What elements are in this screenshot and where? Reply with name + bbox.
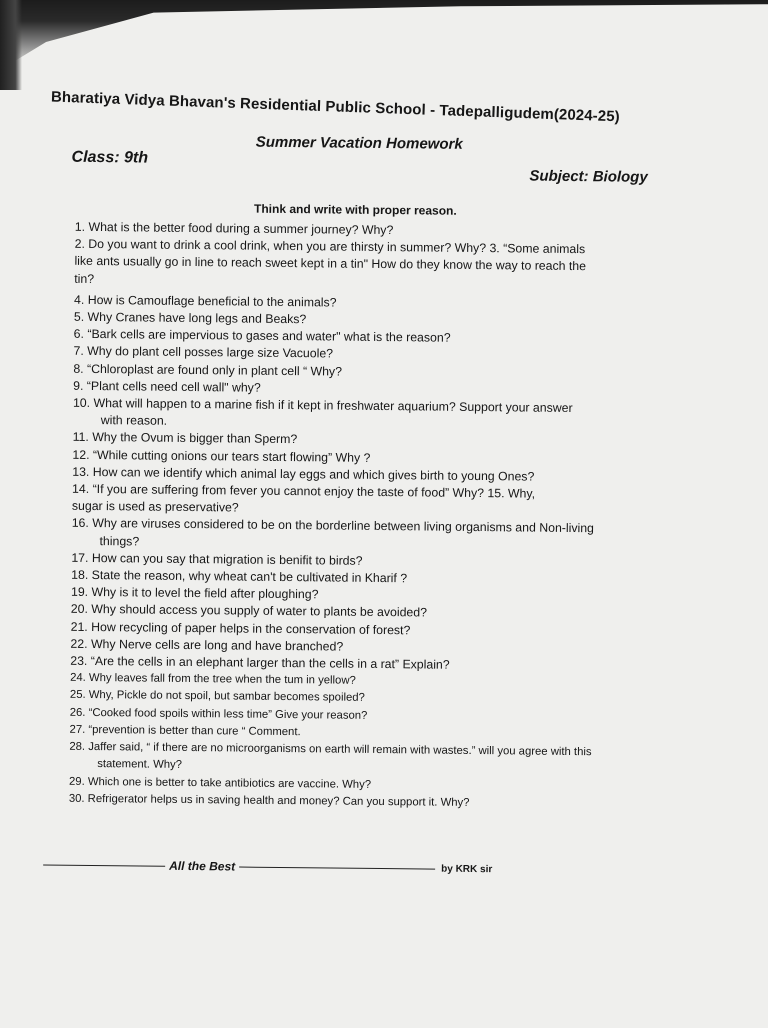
question-line: 27. “prevention is better than cure “ Comment. xyxy=(69,723,301,739)
question-line: 8. “Chloroplast are found only in plant cell “ Why? xyxy=(73,361,343,379)
question-line: tin? xyxy=(74,271,95,286)
question-line: 11. Why the Ovum is bigger than Sperm? xyxy=(72,430,298,447)
homework-title: Summer Vacation Homework xyxy=(255,133,463,153)
question-line: 21. How recycling of paper helps in the conservation of forest? xyxy=(70,619,411,637)
instruction: Think and write with proper reason. xyxy=(253,201,457,218)
question-line: 29. Which one is better to take antibiotics are vaccine. Why? xyxy=(68,775,372,791)
question-line: sugar is used as preservative? xyxy=(71,499,239,515)
question-line: 6. “Bark cells are impervious to gases and water" what is the reason? xyxy=(73,327,451,345)
question-line: 24. Why leaves fall from the tree when the tum in yellow? xyxy=(70,672,356,688)
question-line: 28. Jaffer said, “ if there are no microorganisms on earth will remain with wastes.” will you agree with this xyxy=(69,740,592,759)
question-line: statement. Why? xyxy=(97,758,183,772)
class-label: Class: 9th xyxy=(71,148,149,167)
author-signoff: by KRK sir xyxy=(441,863,493,875)
question-line: 22. Why Nerve cells are long and have branched? xyxy=(70,636,344,654)
question-line: 14. “If you are suffering from fever you cannot enjoy the taste of food” Why? 15. Why, xyxy=(72,481,536,501)
subject-label: Subject: Biology xyxy=(529,167,648,186)
question-line: 17. How can you say that migration is benifit to birds? xyxy=(71,550,363,568)
question-line: 13. How can we identify which animal lay eggs and which gives birth to young Ones? xyxy=(72,464,535,484)
question-line: 18. State the reason, why wheat can't be cultivated in Kharif ? xyxy=(71,567,408,586)
question-line: 12. “While cutting onions our tears start flowing” Why ? xyxy=(72,447,371,465)
question-line: 4. How is Camouflage beneficial to the animals? xyxy=(74,292,337,310)
question-line: 5. Why Cranes have long legs and Beaks? xyxy=(73,309,307,327)
question-line: 25. Why, Pickle do not spoil, but sambar becomes spoiled? xyxy=(69,689,365,705)
question-line: 1. What is the better food during a summer journey? Why? xyxy=(74,219,394,238)
question-list xyxy=(69,219,675,814)
school-title: Bharatiya Vidya Bhavan's Residential Public School - Tadepalligudem(2024-25) xyxy=(50,88,621,126)
question-line: 30. Refrigerator helps us in saving health and money? Can you support it. Why? xyxy=(68,792,470,809)
all-the-best: All the Best xyxy=(169,858,236,874)
question-line: 23. “Are the cells in an elephant larger than the cells in a rat” Explain? xyxy=(70,653,450,672)
question-line: 2. Do you want to drink a cool drink, when you are thirsty in summer? Why? 3. “Some animals xyxy=(74,236,586,257)
question-line: with reason. xyxy=(100,413,168,429)
footer xyxy=(43,857,523,876)
footer-rule-left xyxy=(43,864,165,866)
question-line: 10. What will happen to a marine fish if it kept in freshwater aquarium? Support your answer xyxy=(72,395,573,416)
question-line: things? xyxy=(99,533,140,549)
question-line: 9. “Plant cells need cell wall" why? xyxy=(73,378,261,395)
question-line: like ants usually go in line to reach sweet kept in a tin" How do they know the way to reach the xyxy=(74,254,587,274)
question-line: 16. Why are viruses considered to be on the borderline between living organisms and Non-living xyxy=(71,516,595,536)
footer-rule-right xyxy=(239,866,435,869)
question-line: 20. Why should access you supply of water to plants be avoided? xyxy=(70,602,428,620)
question-line: 26. “Cooked food spoils within less time” Give your reason? xyxy=(69,706,368,722)
question-line: 19. Why is it to level the field after ploughing? xyxy=(70,585,319,602)
question-line: 7. Why do plant cell posses large size Vacuole? xyxy=(73,344,334,361)
